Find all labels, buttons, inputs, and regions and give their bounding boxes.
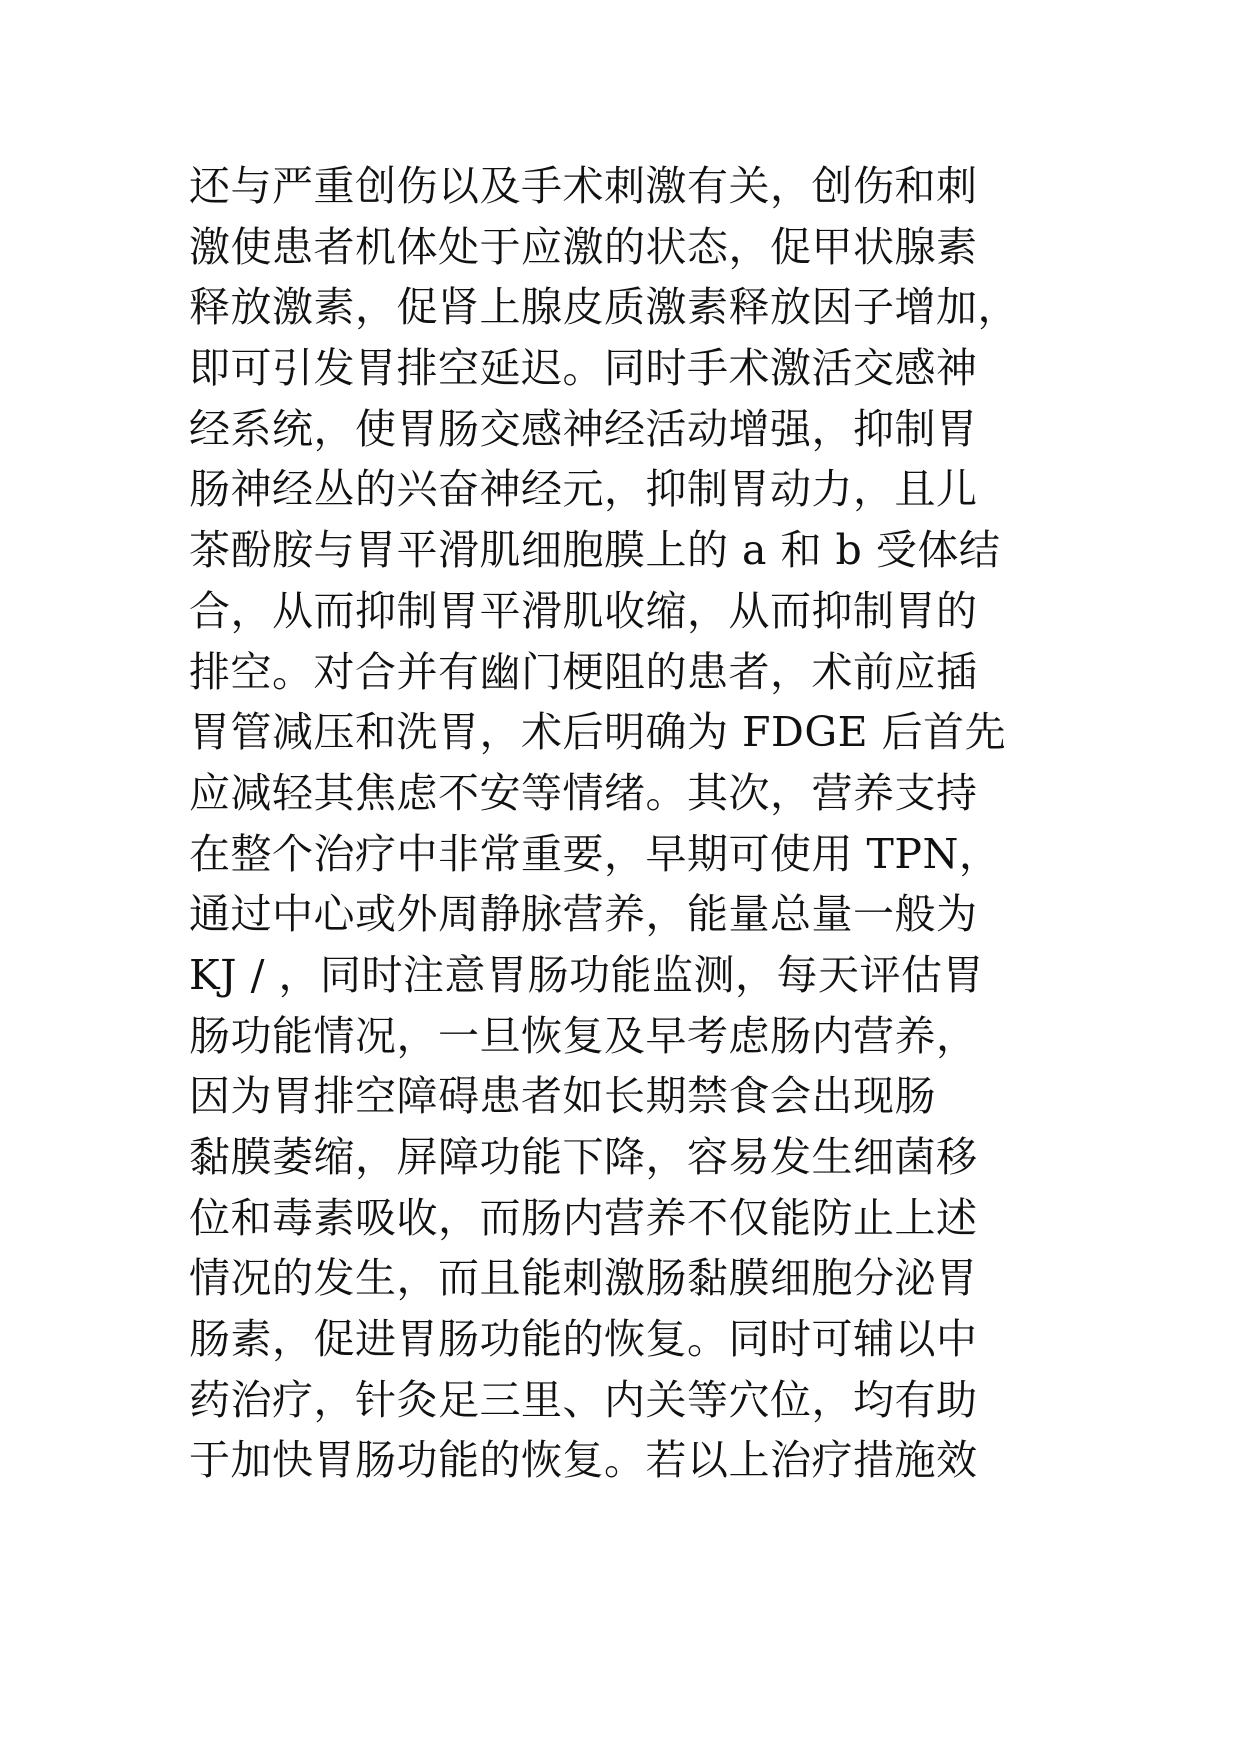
text-line-1: 还与严重创伤以及手术刺激有关，创伤和刺 <box>189 162 978 210</box>
text-line-13: 通过中心或外周静脉营养，能量总量一般为 <box>189 890 978 939</box>
text-line-17: 黏膜萎缩，屏障功能下降，容易发生细菌移 <box>189 1133 978 1181</box>
text-line-15: 肠功能情况，一旦恢复及早考虑肠内营养， <box>189 1011 978 1060</box>
text-line-19: 情况的发生，而且能刺激肠黏膜细胞分泌胃 <box>189 1254 978 1303</box>
text-line-6: 肠神经丛的兴奋神经元，抑制胃动力，且儿 <box>189 465 978 514</box>
text-line-16: 因为胃排空障碍患者如长期禁食会出现肠 <box>189 1072 936 1121</box>
text-line-20: 肠素，促进胃肠功能的恢复。同时可辅以中 <box>189 1315 978 1364</box>
text-line-9: 排空。对合并有幽门梗阻的患者，术前应插 <box>189 647 978 696</box>
text-line-11: 应减轻其焦虑不安等情绪。其次，营养支持 <box>189 768 978 817</box>
text-line-14: KJ / ，同时注意胃肠功能监测，每天评估胃 <box>189 950 984 999</box>
text-line-7: 茶酚胺与胃平滑肌细胞膜上的 a 和 b 受体结 <box>189 526 1001 575</box>
text-line-21: 药治疗，针灸足三里、内关等穴位，均有助 <box>189 1375 978 1424</box>
text-line-12: 在整个治疗中非常重要，早期可使用 TPN， <box>189 829 1001 878</box>
text-line-10: 胃管减压和洗胃，术后明确为 FDGE 后首先 <box>189 708 1007 757</box>
text-line-5: 经系统，使胃肠交感神经活动增强，抑制胃 <box>189 404 978 453</box>
text-line-18: 位和毒素吸收，而肠内营养不仅能防止上述 <box>189 1193 978 1242</box>
text-line-22: 于加快胃肠功能的恢复。若以上治疗措施效 <box>189 1436 978 1485</box>
body-text <box>189 156 1109 1491</box>
text-line-3: 释放激素，促肾上腺皮质激素释放因子增加， <box>189 283 1019 332</box>
text-line-2: 激使患者机体处于应激的状态，促甲状腺素 <box>189 222 978 271</box>
text-line-4: 即可引发胃排空延迟。同时手术激活交感神 <box>189 344 978 393</box>
text-line-8: 合，从而抑制胃平滑肌收缩，从而抑制胃的 <box>189 586 978 635</box>
